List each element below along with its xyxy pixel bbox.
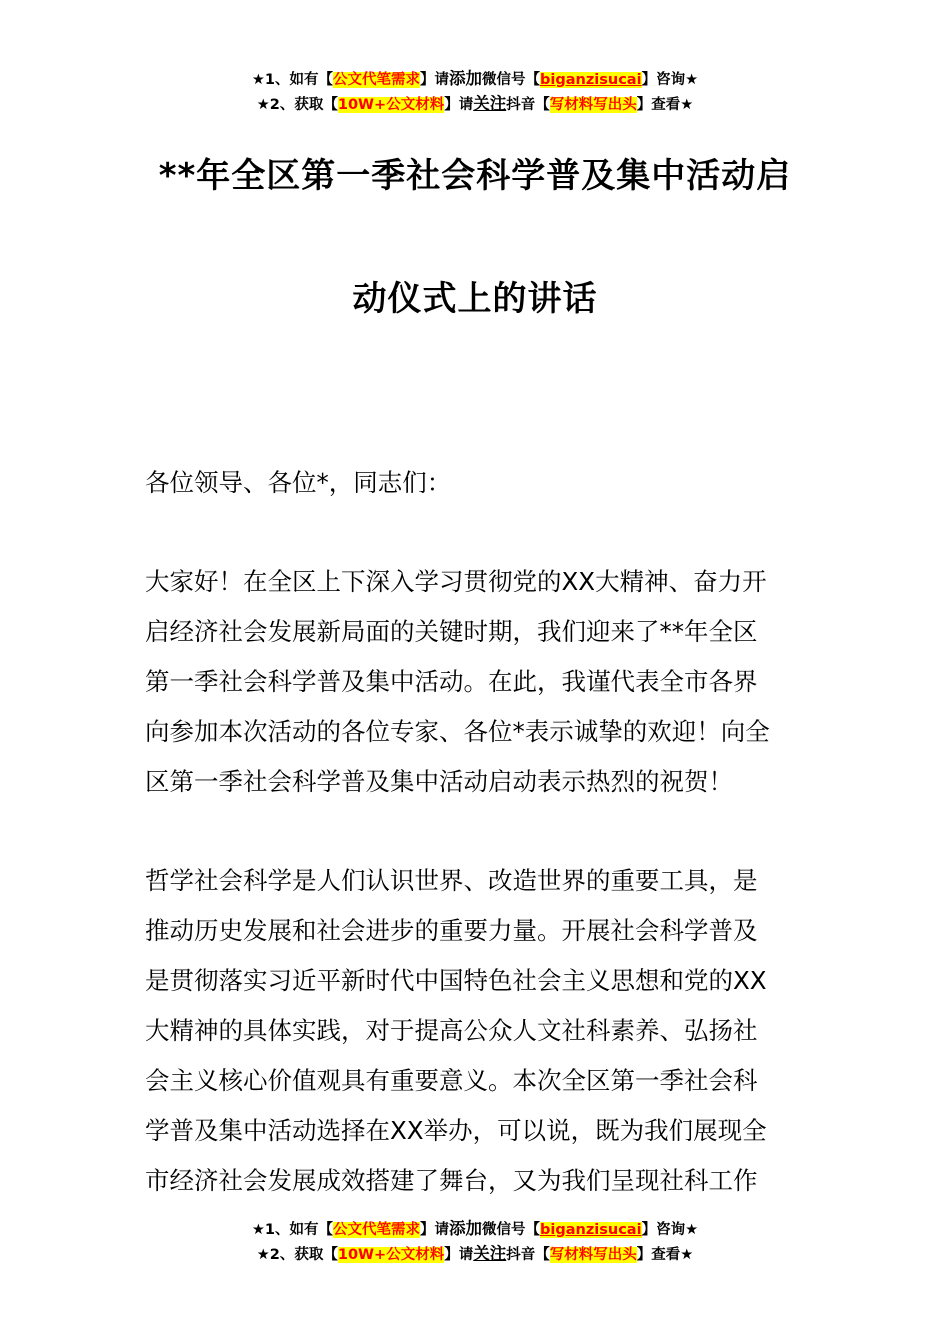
wechat-id-link[interactable]: biganzisucai (540, 1222, 642, 1238)
document-title-line-1: **年全区第一季社会科学普及集中活动启 (158, 156, 792, 196)
promo-text: 】查看★ (636, 1247, 694, 1263)
paragraph-line: 第一季社会科学普及集中活动。在此，我谨代表全市各界 (145, 667, 758, 696)
paragraph-line: 大家好！在全区上下深入学习贯彻党的XX大精神、奋力开 (145, 567, 767, 596)
paragraph-line: 哲学社会科学是人们认识世界、改造世界的重要工具，是 (145, 866, 758, 895)
paragraph-line: 区第一季社会科学普及集中活动启动表示热烈的祝贺！ (145, 767, 733, 796)
promo-emphasis: 关注 (473, 1244, 507, 1263)
promo-text: 】咨询★ (641, 1222, 699, 1238)
promo-text: 】请 (420, 1222, 450, 1238)
promo-line-2 (0, 1242, 950, 1267)
promo-text: 微信号【 (482, 72, 541, 88)
promo-emphasis: 添加 (449, 1219, 483, 1238)
promo-emphasis: 关注 (473, 94, 507, 113)
paragraph-line: 启经济社会发展新局面的关键时期，我们迎来了**年全区 (145, 617, 758, 646)
paragraph-line: 市经济社会发展成效搭建了舞台，又为我们呈现社科工作 (145, 1166, 758, 1195)
promo-text: ★2、获取【 (256, 1247, 338, 1263)
paragraph-1 (145, 557, 811, 807)
promo-highlight: 10W+公文材料 (337, 1247, 445, 1263)
promo-text: 微信号【 (482, 1222, 541, 1238)
promo-text: 】查看★ (636, 97, 694, 113)
paragraph-line: 大精神的具体实践，对于提高公众人文社科素养、弘扬社 (145, 1016, 758, 1045)
paragraph-line: 推动历史发展和社会进步的重要力量。开展社会科学普及 (145, 916, 758, 945)
promo-text: ★1、如有【 (251, 1222, 334, 1238)
paragraph-line: 会主义核心价值观具有重要意义。本次全区第一季社会科 (145, 1066, 758, 1095)
salutation (145, 458, 811, 508)
document-title-line-2: 动仪式上的讲话 (352, 279, 598, 319)
promo-text: ★1、如有【 (251, 72, 334, 88)
promo-text: 】咨询★ (641, 72, 699, 88)
promo-text: 】请 (444, 1247, 474, 1263)
promo-line-1 (0, 67, 950, 92)
promo-highlight: 公文代笔需求 (333, 1222, 421, 1238)
paragraph-line: 向参加本次活动的各位专家、各位*表示诚挚的欢迎！向全 (145, 717, 770, 746)
promo-text: 】请 (444, 97, 474, 113)
promo-text: ★2、获取【 (256, 97, 338, 113)
promo-text: 抖音【 (506, 1247, 550, 1263)
salutation-text: 各位领导、各位*，同志们： (145, 468, 452, 497)
promo-banner-bottom (0, 1217, 950, 1267)
paragraph-line: 是贯彻落实习近平新时代中国特色社会主义思想和党的XX (145, 966, 767, 995)
promo-line-2 (0, 92, 950, 117)
wechat-id-link[interactable]: biganzisucai (540, 72, 642, 88)
promo-emphasis: 添加 (449, 69, 483, 88)
douyin-account[interactable]: 写材料写出头 (549, 1247, 637, 1263)
douyin-account[interactable]: 写材料写出头 (549, 97, 637, 113)
promo-banner-top (0, 67, 950, 117)
promo-text: 】请 (420, 72, 450, 88)
paragraph-2 (145, 856, 811, 1206)
promo-highlight: 公文代笔需求 (333, 72, 421, 88)
promo-highlight: 10W+公文材料 (337, 97, 445, 113)
paragraph-line: 学普及集中活动选择在XX举办，可以说，既为我们展现全 (145, 1116, 767, 1145)
promo-text: 抖音【 (506, 97, 550, 113)
promo-line-1 (0, 1217, 950, 1242)
